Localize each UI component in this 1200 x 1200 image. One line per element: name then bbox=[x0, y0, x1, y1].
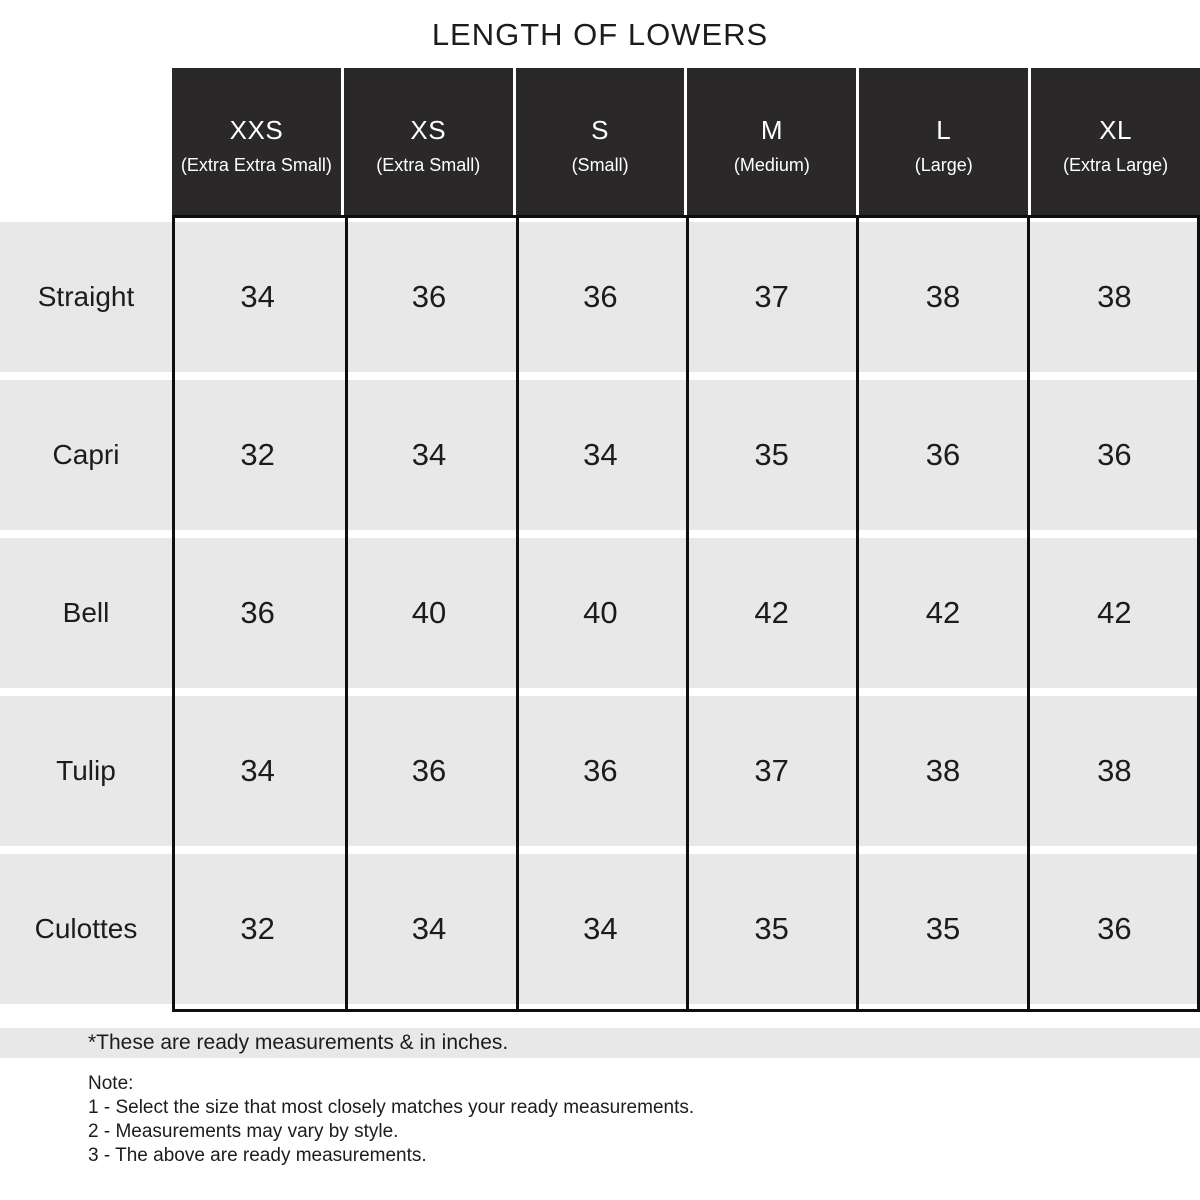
cell-value: 35 bbox=[754, 911, 789, 946]
cell-value: 35 bbox=[754, 437, 789, 472]
cell-value: 36 bbox=[925, 437, 961, 472]
row-label: Culottes bbox=[34, 913, 138, 944]
size-code: XS bbox=[410, 115, 447, 145]
size-full-name: (Large) bbox=[914, 155, 973, 175]
cell-value: 42 bbox=[754, 595, 789, 630]
row-label: Capri bbox=[52, 439, 120, 470]
cell-value: 38 bbox=[1097, 753, 1132, 788]
cell-value: 36 bbox=[583, 279, 618, 314]
footnote-text: *These are ready measurements & in inches. bbox=[88, 1031, 509, 1054]
cell-value: 40 bbox=[583, 595, 618, 630]
column-header-xl bbox=[1031, 68, 1200, 215]
note-item-2: 2 - Measurements may vary by style. bbox=[88, 1121, 399, 1142]
table-row-straight bbox=[0, 222, 1200, 372]
cell-value: 36 bbox=[411, 753, 447, 788]
cell-value: 36 bbox=[1097, 911, 1132, 946]
size-full-name: (Extra Extra Small) bbox=[180, 155, 332, 175]
cell-value: 36 bbox=[1097, 437, 1132, 472]
cell-value: 34 bbox=[240, 279, 275, 314]
footnote-stripe bbox=[0, 1028, 1200, 1058]
cell-value: 38 bbox=[925, 279, 961, 314]
size-code: XXS bbox=[229, 115, 284, 145]
cell-value: 32 bbox=[240, 911, 275, 946]
cell-value: 42 bbox=[1097, 595, 1132, 630]
column-header-s bbox=[516, 68, 685, 215]
page-title: LENGTH OF LOWERS bbox=[431, 17, 769, 52]
cell-value: 42 bbox=[925, 595, 961, 630]
cell-value: 35 bbox=[925, 911, 961, 946]
row-label: Tulip bbox=[56, 755, 116, 786]
size-full-name: (Extra Small) bbox=[376, 155, 481, 175]
table-row-tulip bbox=[0, 696, 1200, 846]
cell-value: 38 bbox=[925, 753, 961, 788]
size-full-name: (Extra Large) bbox=[1063, 155, 1169, 175]
size-code: L bbox=[936, 115, 952, 145]
cell-value: 34 bbox=[411, 911, 447, 946]
column-header-xs bbox=[344, 68, 513, 215]
size-code: S bbox=[591, 115, 609, 145]
cell-value: 36 bbox=[240, 595, 275, 630]
size-full-name: (Small) bbox=[571, 155, 629, 175]
column-header-xxs bbox=[172, 68, 341, 215]
row-label: Bell bbox=[62, 597, 110, 628]
note-item-3: 3 - The above are ready measurements. bbox=[88, 1145, 427, 1166]
cell-value: 34 bbox=[583, 437, 618, 472]
table-header-row bbox=[172, 68, 1200, 215]
row-label: Straight bbox=[37, 281, 135, 312]
cell-value: 34 bbox=[240, 753, 275, 788]
cell-value: 38 bbox=[1097, 279, 1132, 314]
size-full-name: (Medium) bbox=[733, 155, 810, 175]
cell-value: 37 bbox=[754, 753, 789, 788]
cell-value: 36 bbox=[411, 279, 447, 314]
table-row-culottes bbox=[0, 854, 1200, 1004]
cell-value: 34 bbox=[411, 437, 447, 472]
note-section bbox=[88, 1072, 694, 1168]
cell-value: 32 bbox=[240, 437, 275, 472]
cell-value: 34 bbox=[583, 911, 618, 946]
size-code: XL bbox=[1099, 115, 1132, 145]
cell-value: 37 bbox=[754, 279, 789, 314]
size-code: M bbox=[760, 115, 783, 145]
column-header-m bbox=[687, 68, 856, 215]
column-header-l bbox=[859, 68, 1028, 215]
note-heading: Note: bbox=[88, 1073, 134, 1094]
cell-value: 40 bbox=[411, 595, 447, 630]
table-row-capri bbox=[0, 380, 1200, 530]
note-item-1: 1 - Select the size that most closely matches your ready measurements. bbox=[88, 1097, 695, 1118]
table-row-bell bbox=[0, 538, 1200, 688]
cell-value: 36 bbox=[583, 753, 618, 788]
